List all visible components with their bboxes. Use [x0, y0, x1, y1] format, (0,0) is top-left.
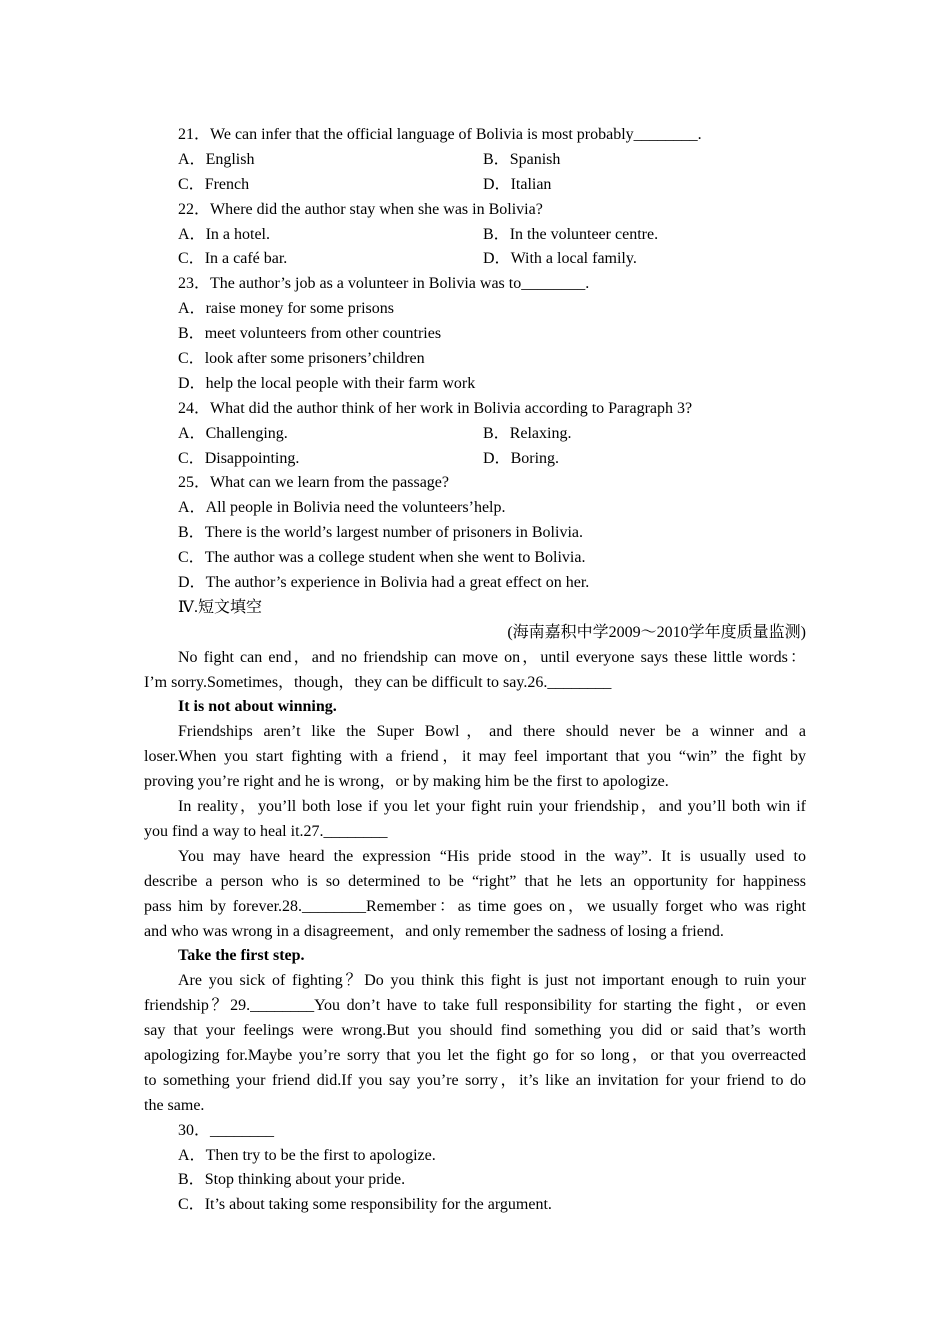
question-number: 30． [178, 1121, 211, 1139]
option-row [144, 173, 806, 198]
option-b [144, 322, 806, 347]
option-text: English [205, 150, 255, 168]
option-text: Stop thinking about your pride. [204, 1171, 406, 1189]
option-text: Relaxing. [509, 424, 572, 442]
option-letter: C． [178, 449, 205, 467]
paragraph-line: the same. [144, 1096, 205, 1114]
option-text: French [204, 175, 250, 193]
option-a [144, 496, 806, 521]
question-number: 22． [178, 200, 211, 218]
option-b [483, 151, 560, 168]
question-stem-line [144, 1119, 806, 1144]
page-content [144, 123, 806, 1218]
passage [144, 646, 806, 1119]
option-c [144, 347, 806, 372]
question-number: 23． [178, 275, 211, 293]
paragraph-line: In reality，you’ll both lose if you let your fight ruin your friendship，and you’ll both win if [178, 798, 806, 816]
question-number: 21． [178, 126, 211, 143]
option-letter: D． [483, 250, 511, 268]
option-b [483, 226, 658, 243]
paragraph-line: loser.When you start fighting with a friend，it may feel important that you “win” the fight by [144, 748, 806, 766]
option-letter: A． [178, 1146, 206, 1164]
paragraph-line: proving you’re right and he is wrong，or by making him be the first to apologize. [144, 773, 669, 791]
option-c [178, 247, 483, 272]
question-stem-line [144, 272, 806, 297]
option-text: The author’s experience in Bolivia had a great effect on her. [205, 574, 590, 592]
passage-heading-2: Take the first step. [178, 947, 305, 965]
paragraph-line: pass him by forever.28.________Remember：as time goes on，we usually forget who was right [144, 897, 806, 915]
option-text: Challenging. [205, 424, 288, 442]
option-text: meet volunteers from other countries [204, 325, 442, 343]
paragraph-line: Friendships aren’t like the Super Bowl，and there should never be a winner and a [178, 723, 806, 741]
option-text: In a café bar. [204, 250, 288, 268]
option-a [178, 223, 483, 248]
option-letter: A． [178, 424, 206, 442]
paragraph-line: You may have heard the expression “His pride stood in the way”. It is usually used to [178, 847, 806, 865]
option-letter: D． [178, 574, 206, 592]
question-number: 25． [178, 474, 211, 492]
paragraph-line: say that your feelings were wrong.But you should find something you did or said that’s worth [144, 1022, 806, 1040]
option-row [144, 148, 806, 173]
paragraph-line: apologizing for.Maybe you’re sorry that you let the fight go for so long，or that you overreacted [144, 1046, 806, 1064]
option-a [178, 422, 483, 447]
option-c [144, 1193, 806, 1218]
option-row [144, 447, 806, 472]
option-letter: A． [178, 300, 206, 318]
option-row [144, 223, 806, 248]
question-stem: Where did the author stay when she was in Bolivia? [210, 200, 543, 218]
option-letter: A． [178, 499, 206, 517]
option-letter: B． [483, 150, 510, 168]
passage-paragraph-4 [144, 845, 806, 945]
option-text: Disappointing. [204, 449, 300, 467]
option-text: In the volunteer centre. [509, 225, 659, 243]
passage-heading-1: It is not about winning. [178, 698, 337, 716]
option-letter: C． [178, 175, 205, 193]
option-d [483, 250, 637, 267]
option-c [144, 546, 806, 571]
question-stem: ________ [210, 1121, 275, 1139]
question-stem-line [144, 471, 806, 496]
option-letter: D． [178, 374, 206, 392]
question-stem-line [144, 397, 806, 422]
option-d [144, 372, 806, 397]
option-d [144, 571, 806, 596]
option-text: help the local people with their farm work [205, 374, 476, 392]
option-c [178, 447, 483, 472]
option-row [144, 247, 806, 272]
option-letter: B． [178, 325, 205, 343]
option-text: Boring. [510, 449, 560, 467]
paragraph-line: to something your friend did.If you say you’re sorry，it’s like an invitation for your friend to do [144, 1071, 806, 1089]
option-letter: D． [483, 175, 511, 193]
question-22 [144, 198, 806, 273]
passage-paragraph-1 [144, 646, 806, 696]
paragraph-line: friendship？29.________You don’t have to take full responsibility for starting the fight，or even [144, 997, 806, 1015]
option-text: It’s about taking some responsibility for the argument. [204, 1196, 552, 1214]
paragraph-line: you find a way to heal it.27.________ [144, 822, 388, 840]
paragraph-line: I’m sorry.Sometimes，though，they can be difficult to say.26.________ [144, 673, 612, 691]
paragraph-line: describe a person who is so determined to be “right” that he lets an opportunity for happiness [144, 872, 806, 890]
question-24 [144, 397, 806, 472]
question-stem: What did the author think of her work in Bolivia according to Paragraph 3? [210, 399, 693, 417]
question-number: 24． [178, 399, 211, 417]
option-a [178, 148, 483, 173]
option-b [483, 425, 571, 442]
option-row [144, 422, 806, 447]
option-b [144, 521, 806, 546]
question-stem: What can we learn from the passage? [210, 474, 450, 492]
option-letter: A． [178, 225, 206, 243]
option-text: raise money for some prisons [205, 300, 394, 318]
option-letter: A． [178, 150, 206, 168]
section-source: (海南嘉积中学2009～2010学年度质量监测) [507, 623, 806, 641]
option-letter: C． [178, 350, 205, 368]
question-25 [144, 471, 806, 595]
passage-paragraph-3 [144, 795, 806, 845]
option-letter: D． [483, 449, 511, 467]
option-letter: B． [178, 524, 205, 542]
option-a [144, 297, 806, 322]
question-21 [144, 123, 806, 198]
option-text: In a hotel. [205, 225, 270, 243]
option-text: look after some prisoners’children [204, 350, 425, 368]
question-23 [144, 272, 806, 396]
option-a [144, 1144, 806, 1169]
question-stem-line [144, 198, 806, 223]
option-text: The author was a college student when she went to Bolivia. [204, 549, 586, 567]
option-d [483, 450, 559, 467]
question-stem: The author’s job as a volunteer in Bolivia was to________. [210, 275, 590, 293]
option-letter: B． [178, 1171, 205, 1189]
option-text: Italian [510, 175, 552, 193]
question-stem-line [144, 123, 806, 148]
option-c [178, 173, 483, 198]
passage-paragraph-5 [144, 969, 806, 1118]
option-text: There is the world’s largest number of prisoners in Bolivia. [204, 524, 583, 542]
paragraph-line: and who was wrong in a disagreement，and only remember the sadness of losing a friend. [144, 922, 724, 940]
option-d [483, 176, 551, 193]
paragraph-line: Are you sick of fighting？Do you think this fight is just not important enough to ruin your [178, 972, 806, 990]
section-title: Ⅳ.短文填空 [178, 598, 262, 616]
option-text: Spanish [509, 150, 561, 168]
option-letter: C． [178, 549, 205, 567]
question-30 [144, 1119, 806, 1219]
option-text: All people in Bolivia need the volunteers’help. [205, 499, 506, 517]
question-stem: We can infer that the official language of Bolivia is most probably________. [210, 126, 702, 143]
option-letter: B． [483, 225, 510, 243]
option-letter: C． [178, 250, 205, 268]
paragraph-line: No fight can end，and no friendship can move on，until everyone says these little words： [178, 648, 806, 666]
option-b [144, 1168, 806, 1193]
option-letter: C． [178, 1196, 205, 1214]
option-text: Then try to be the first to apologize. [205, 1146, 436, 1164]
option-text: With a local family. [510, 250, 637, 268]
passage-paragraph-2 [144, 720, 806, 795]
option-letter: B． [483, 424, 510, 442]
